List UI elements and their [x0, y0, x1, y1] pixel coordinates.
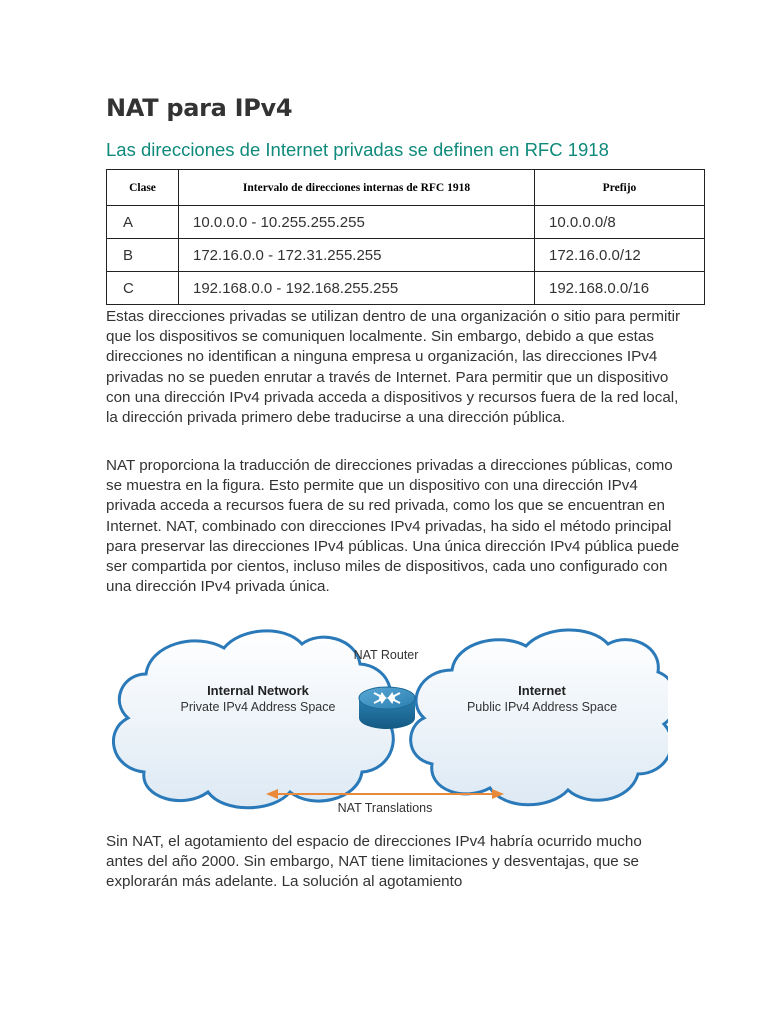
cell-clase: C: [107, 272, 179, 305]
header-prefijo: Prefijo: [535, 170, 705, 206]
cell-intervalo: 10.0.0.0 - 10.255.255.255: [179, 206, 535, 239]
page-title: NAT para IPv4: [106, 94, 293, 122]
cell-intervalo: 192.168.0.0 - 192.168.255.255: [179, 272, 535, 305]
table-row: [107, 206, 705, 239]
internet-cloud: [411, 630, 668, 805]
cell-prefijo: 172.16.0.0/12: [535, 239, 705, 272]
header-intervalo: Intervalo de direcciones internas de RFC 1918: [179, 170, 535, 206]
table-row: [107, 272, 705, 305]
cell-prefijo: 192.168.0.0/16: [535, 272, 705, 305]
table-row: [107, 239, 705, 272]
cell-prefijo: 10.0.0.0/8: [535, 206, 705, 239]
paragraph-ipv4-exhaustion: Sin NAT, el agotamiento del espacio de direcciones IPv4 habría ocurrido mucho antes del año 2000. Sin embargo, NAT tiene limitaciones y desventajas, que se explorarán más adelante. La solución al agotamiento: [106, 833, 642, 891]
router-icon: [359, 687, 415, 729]
internal-network-subtitle: Private IPv4 Address Space: [180, 700, 336, 714]
section-subtitle: Las direcciones de Internet privadas se definen en RFC 1918: [106, 139, 609, 160]
nat-diagram: [106, 622, 668, 822]
header-clase: Clase: [107, 170, 179, 206]
cell-clase: B: [107, 239, 179, 272]
rfc1918-table: [106, 169, 705, 305]
internal-network-cloud: [113, 631, 393, 808]
paragraph-nat-translation: NAT proporciona la traducción de direcciones privadas a direcciones públicas, como se muestra en la figura. Esto permite que un dispositivo con una dirección IPv4 privada acceda a recursos fuera de su red privada, como los que se encuentran en Internet. NAT, combinado con direcciones IPv4 privadas, ha sido el método principal para preservar las direcciones IPv4 públicas. Una única dirección IPv4 pública puede ser compartida por cientos, incluso miles de dispositivos, cada uno configurado con una dirección IPv4 privada única.: [106, 457, 680, 596]
cell-intervalo: 172.16.0.0 - 172.31.255.255: [179, 239, 535, 272]
table-header-row: [107, 170, 705, 206]
nat-translations-label: NAT Translations: [337, 801, 433, 815]
cell-clase: A: [107, 206, 179, 239]
nat-router-label: NAT Router: [353, 648, 419, 662]
internal-network-title: Internal Network: [207, 683, 309, 698]
paragraph-private-addresses: Estas direcciones privadas se utilizan dentro de una organización o sitio para permitir que los dispositivos se comuniquen localmente. Sin embargo, debido a que estas direcciones no identifican a ninguna empresa u organización, las direcciones IPv4 privadas no se pueden enrutar a través de Internet. Para permitir que un dispositivo con una dirección IPv4 privada acceda a dispositivos y recursos fuera de la red local, la dirección privada primero debe traducirse a una dirección pública.: [106, 308, 681, 427]
internet-subtitle: Public IPv4 Address Space: [466, 700, 618, 714]
internet-title: Internet: [518, 683, 566, 698]
